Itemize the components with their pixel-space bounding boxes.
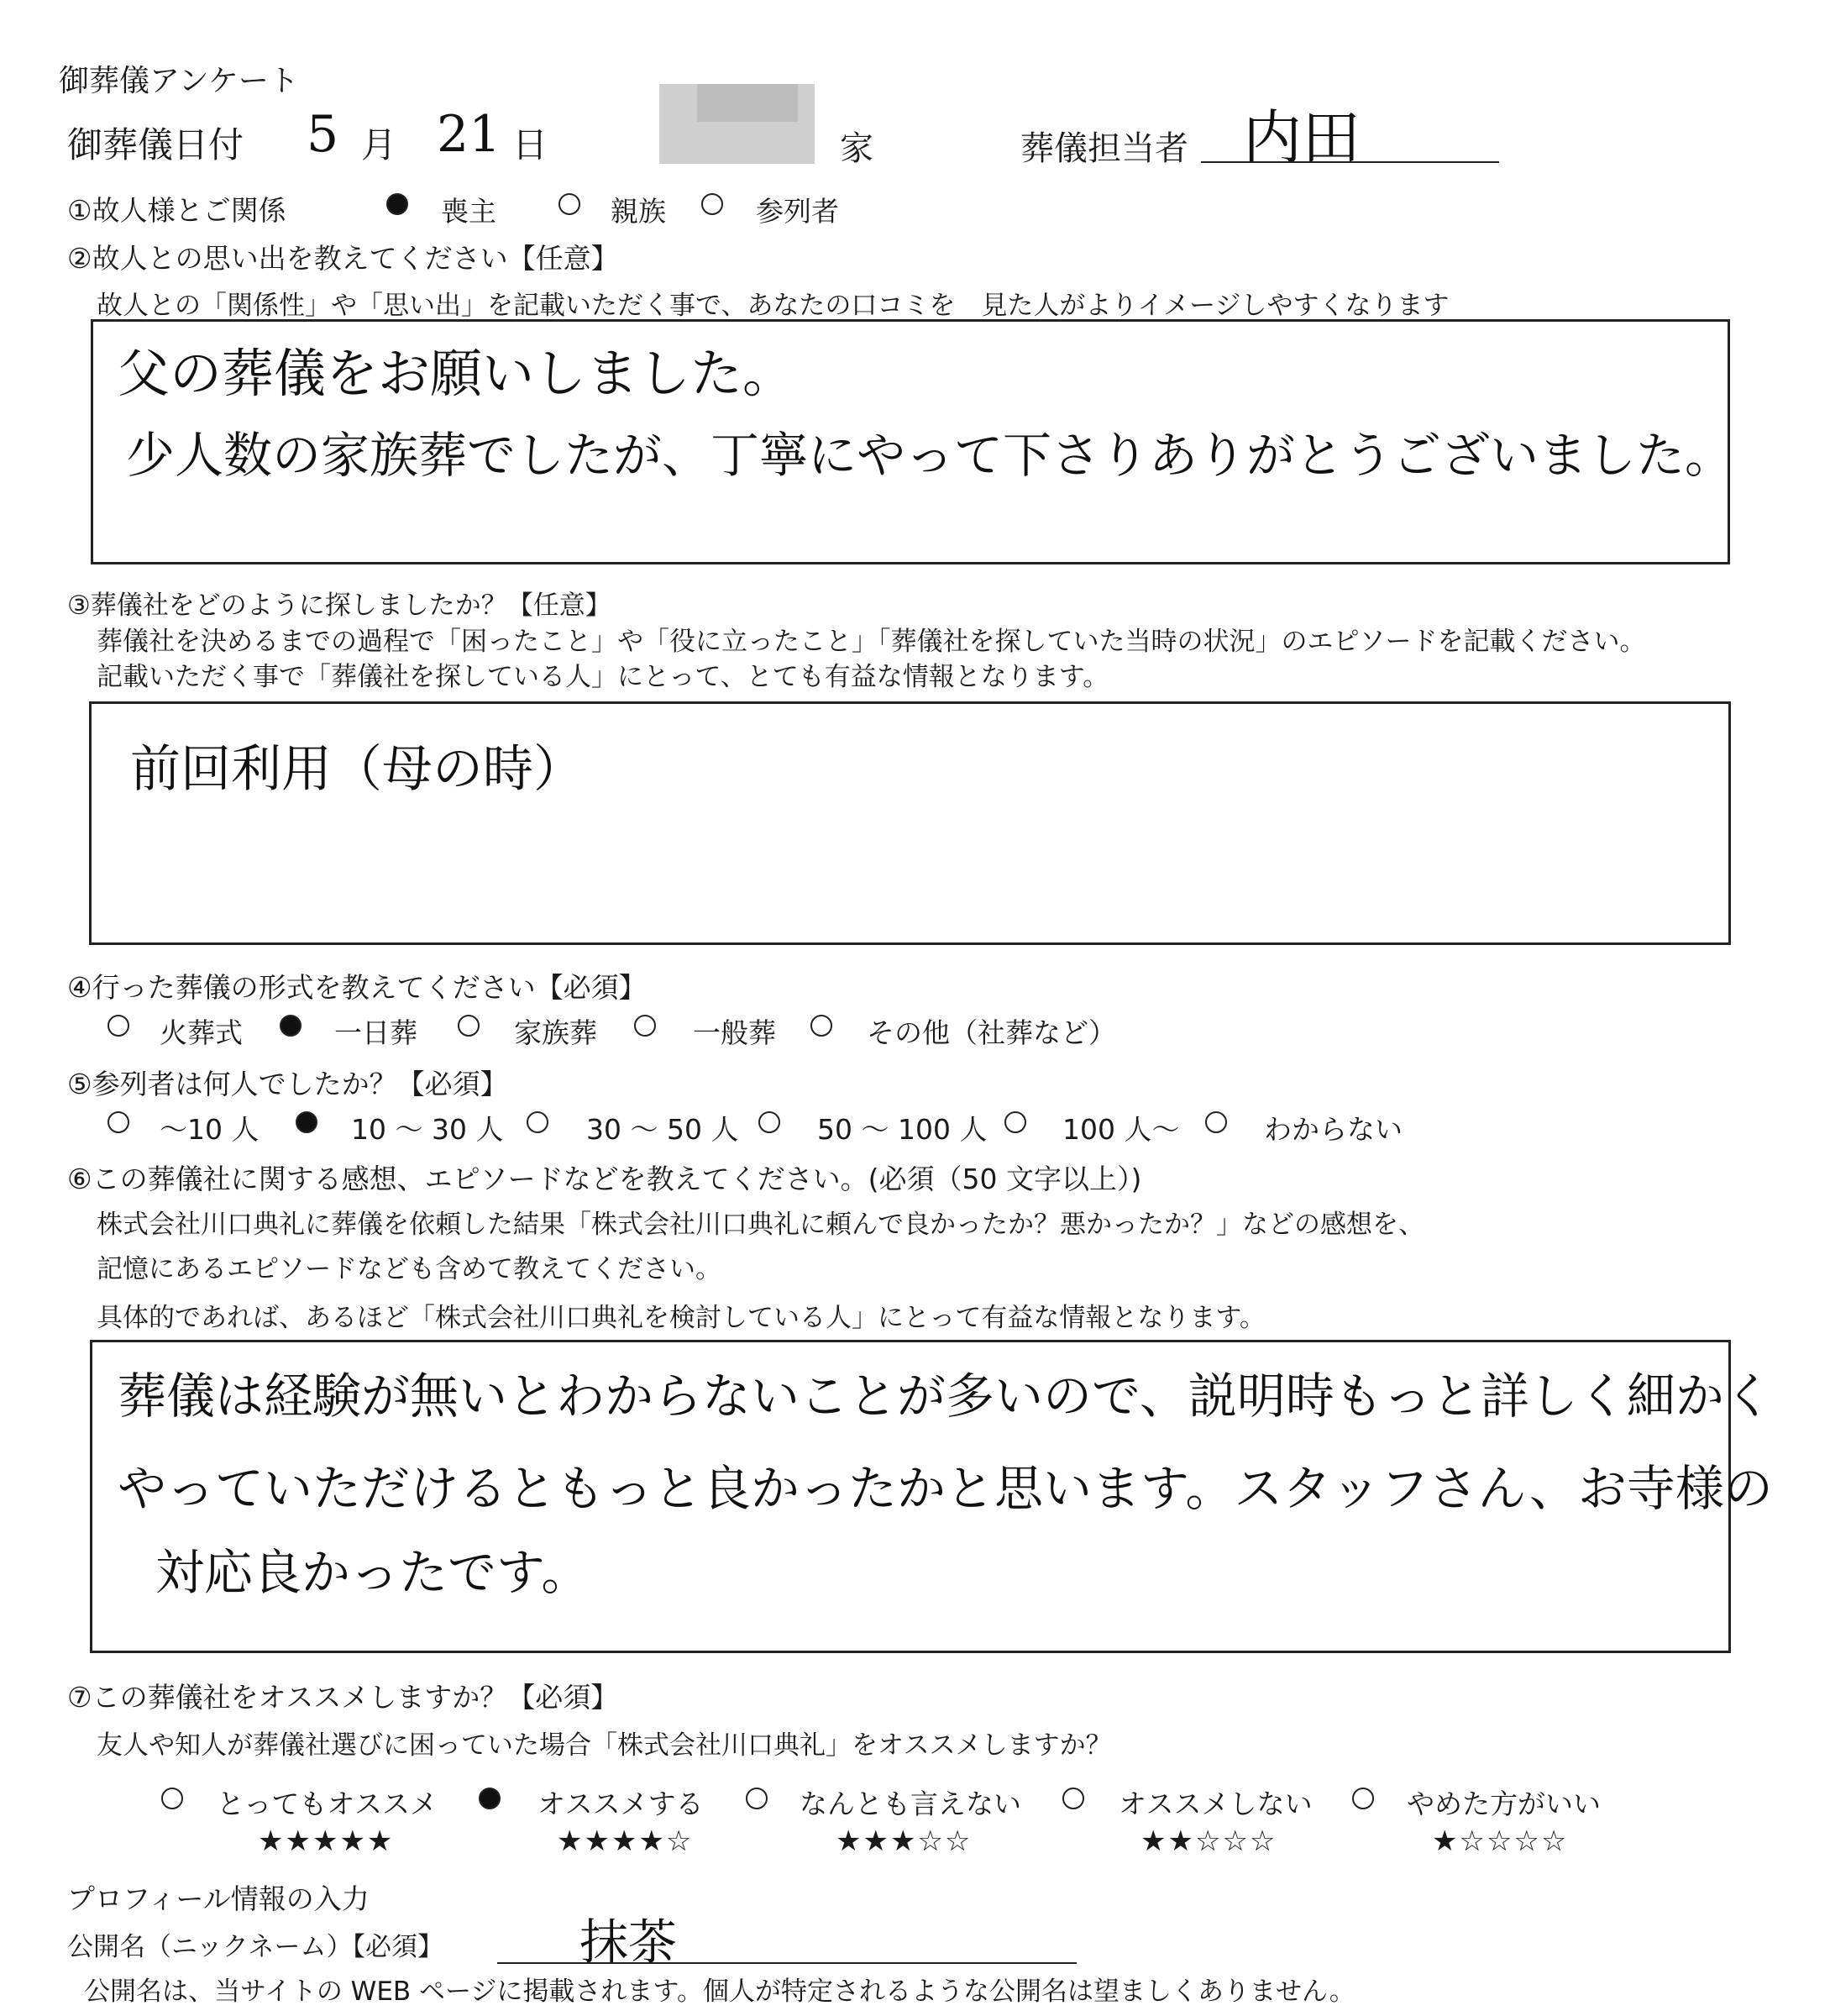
date-day-value: 21 [437,105,501,164]
q7-label: ⑦この葬儀社をオススメしますか？【必須】 [67,1681,619,1714]
q7-option-highly-recommend: とってもオススメ [217,1788,438,1820]
q7-description: 友人や知人が葬儀社選びに困っていた場合「株式会社川口典礼」をオススメしますか？ [97,1730,1112,1761]
q2-description: 故人との「関係性」や「思い出」を記載いただく事で、あなたの口コミを 見た人がよりイメージしやすくなります [97,291,1450,321]
q4-label: ④行った葬儀の形式を教えてください【必須】 [67,971,647,1004]
q2-answer-line-1: 父の葬儀をお願いしました。 [118,343,795,404]
q7-radio-avoid[interactable] [1352,1788,1374,1809]
q7-radio-highly-recommend[interactable] [161,1788,183,1809]
q4-option-one-day: 一日葬 [334,1016,417,1049]
q7-radio-neutral[interactable] [746,1788,768,1809]
q4-radio-one-day[interactable] [280,1015,302,1037]
q5-radio-30-50[interactable] [527,1111,548,1133]
q7-option-recommend: オススメする [537,1788,704,1820]
date-month-value: 5 [307,105,339,164]
q4-radio-general[interactable] [634,1015,656,1037]
q5-option-over-100: 100 人～ [1062,1113,1180,1146]
q4-radio-family[interactable] [458,1015,480,1037]
q7-stars-4: ★★★★☆ [557,1824,694,1858]
nickname-label: 公開名（ニックネーム）【必須】 [67,1932,443,1962]
q5-radio-50-100[interactable] [758,1111,780,1133]
q5-radio-under-10[interactable] [107,1111,129,1133]
q3-description-2: 記載いただく事で「葬儀社を探している人」にとって、とても有益な情報となります。 [97,662,1109,692]
staff-label: 葬儀担当者 [1020,129,1188,168]
q5-radio-unknown[interactable] [1205,1111,1227,1133]
form-title: 御葬儀アンケート [59,64,299,98]
q4-option-family: 家族葬 [514,1016,597,1049]
q7-stars-2: ★★☆☆☆ [1140,1824,1277,1858]
q4-option-other: その他（社葬など） [867,1016,1116,1049]
q6-answer-line-1: 葬儀は経験が無いとわからないことが多いので、説明時もっと詳しく細かく [118,1368,1773,1425]
nickname-note: 公開名は、当サイトの WEB ページに掲載されます。個人が特定されるような公開名は望ましくありません。 [84,1977,1355,2007]
q6-answer-line-3: 対応良かったです。 [155,1544,590,1601]
q1-radio-relative[interactable] [558,193,580,215]
q5-option-30-50: 30 ～ 50 人 [586,1113,739,1146]
q6-answer-line-2: やっていただけるともっと良かったかと思います。スタッフさん、お寺様の [118,1460,1773,1517]
q4-radio-other[interactable] [810,1015,832,1037]
q5-label: ⑤参列者は何人でしたか？【必須】 [67,1068,508,1100]
q4-option-cremation: 火葬式 [160,1016,243,1049]
q5-option-50-100: 50 ～ 100 人 [817,1113,988,1146]
q6-description-2: 記憶にあるエピソードなども含めて教えてください。 [97,1254,721,1284]
q5-radio-10-30[interactable] [296,1111,317,1133]
profile-heading: プロフィール情報の入力 [67,1882,370,1915]
date-day-unit: 日 [512,124,548,165]
q1-label: ①故人様とご関係 [67,194,286,227]
q7-option-not-recommend: オススメしない [1119,1788,1313,1820]
q6-label: ⑥この葬儀社に関する感想、エピソードなどを教えてください。(必須（50 文字以上）) [67,1163,1142,1195]
q6-description-3: 具体的であれば、あるほど「株式会社川口典礼を検討している人」にとって有益な情報となります。 [97,1303,1266,1333]
q7-option-avoid: やめた方がいい [1407,1788,1601,1820]
q2-label: ②故人との思い出を教えてください【任意】 [67,242,619,275]
staff-underline [1201,161,1499,163]
q1-option-chief-mourner: 喪主 [441,195,496,228]
q3-answer: 前回利用（母の時） [130,740,584,799]
q7-option-neutral: なんとも言えない [800,1788,1021,1820]
q1-option-relative: 親族 [611,195,666,228]
q7-radio-not-recommend[interactable] [1062,1788,1084,1809]
q1-option-attendee: 参列者 [756,195,839,228]
q7-stars-3: ★★★☆☆ [836,1824,973,1858]
q5-option-under-10: ～10 人 [160,1113,260,1146]
q1-radio-attendee[interactable] [701,193,723,215]
q6-description-1: 株式会社川口典礼に葬儀を依頼した結果「株式会社川口典礼に頼んで良かったか？悪かったか？」などの感想を、 [97,1210,1424,1240]
q5-option-10-30: 10 ～ 30 人 [351,1113,504,1146]
staff-name: 内田 [1243,103,1361,172]
q3-label: ③葬儀社をどのように探しましたか？【任意】 [67,591,611,621]
q7-stars-1: ★☆☆☆☆ [1432,1824,1569,1858]
nickname-value: 抹茶 [579,1914,678,1971]
q7-stars-5: ★★★★★ [258,1824,395,1858]
q2-answer-line-2: 少人数の家族葬でしたが、丁寧にやって下さりありがとうございました。 [126,427,1734,484]
family-suffix: 家 [840,129,873,168]
q4-radio-cremation[interactable] [107,1015,129,1037]
q1-radio-chief-mourner[interactable] [386,193,408,215]
q5-radio-over-100[interactable] [1004,1111,1026,1133]
date-month-unit: 月 [361,124,397,165]
q5-option-unknown: わからない [1264,1113,1403,1146]
q7-radio-recommend[interactable] [479,1788,501,1809]
q3-description-1: 葬儀社を決めるまでの過程で「困ったこと」や「役に立ったこと」「葬儀社を探していた当時の状況」のエピソードを記載ください。 [97,627,1646,657]
redacted-block [697,84,798,122]
date-label: 御葬儀日付 [67,124,244,165]
nickname-underline[interactable] [497,1962,1077,1964]
q4-option-general: 一般葬 [693,1016,776,1049]
